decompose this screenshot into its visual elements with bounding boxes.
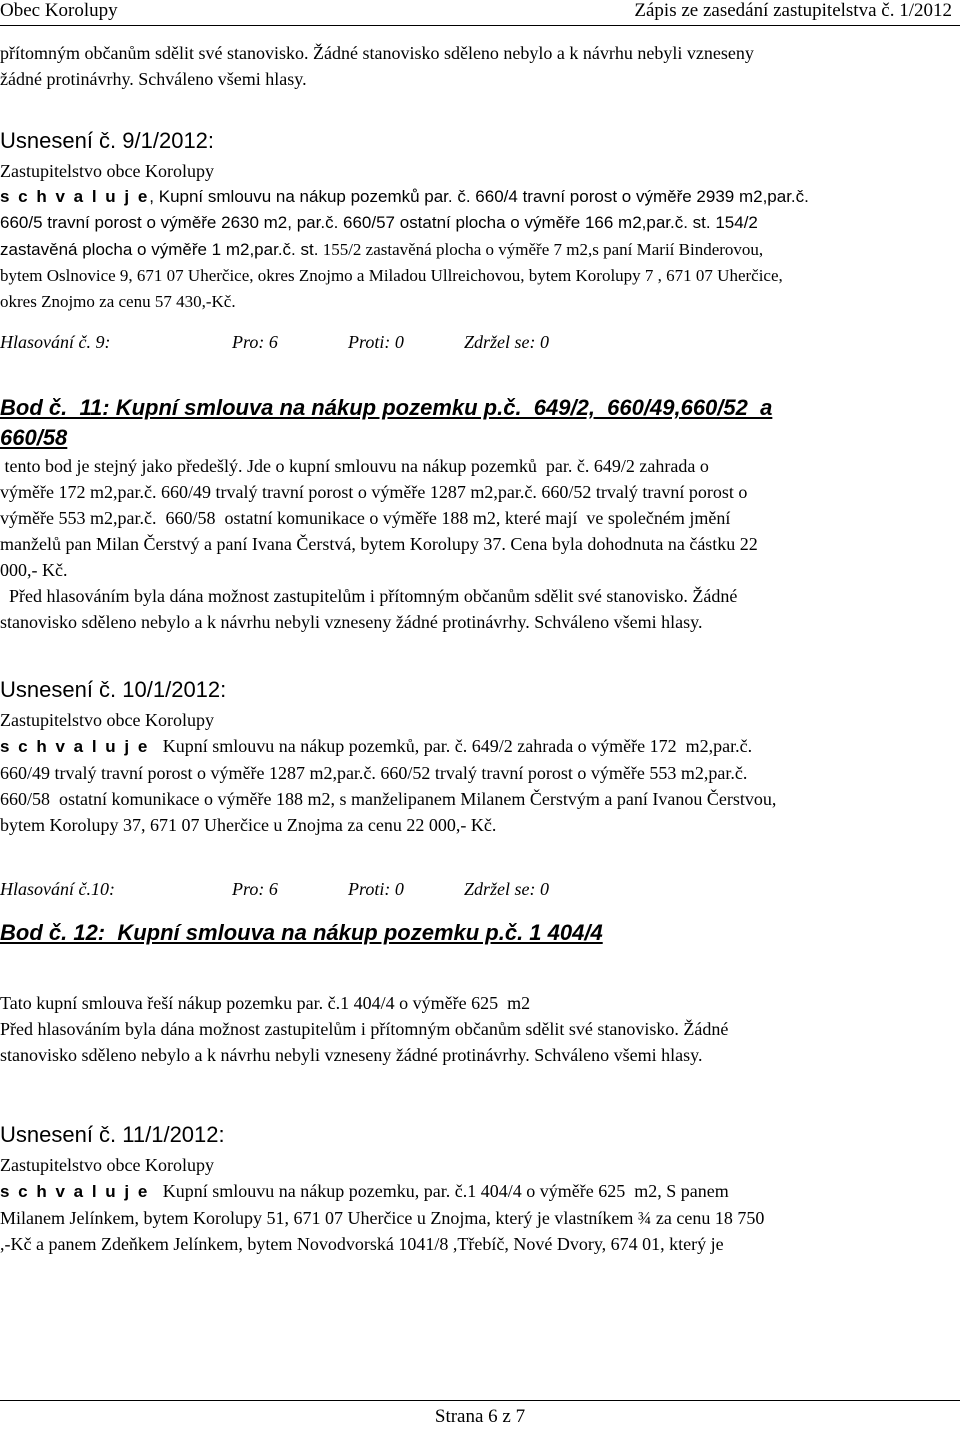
agenda-item-text: výměře 172 m2,par.č. 660/49 trvalý travní porost o výměře 1287 m2,par.č. 660/52 trvalý travní porost o [0, 482, 748, 502]
agenda-item-text: stanovisko sděleno nebylo a k návrhu nebyli vzneseny žádné protinávrhy. Schváleno všemi hlasy. [0, 612, 703, 632]
vote-result: Hlasování č.10: Pro: 6 Proti: 0 Zdržel se: 0 [0, 879, 549, 899]
approve-word: s c h v a l u j e [0, 187, 150, 206]
agenda-item-heading: 660/58 [0, 425, 68, 450]
council-name: Zastupitelstvo obce Korolupy [0, 1155, 214, 1175]
resolution-text: bytem Korolupy 37, 671 07 Uherčice u Znojma za cenu 22 000,- Kč. [0, 815, 497, 835]
intro-line: přítomným občanům sdělit své stanovisko. Žádné stanovisko sděleno nebylo a k návrhu nebyli vzneseny [0, 43, 754, 63]
resolution-text: 660/5 travní porost o výměře 2630 m2, par.č. 660/57 ostatní plocha o výměře 166 m2,par.č. st. 154/2 [0, 213, 758, 232]
resolution-text: ,-Kč a panem Zdeňkem Jelínkem, bytem Novodvorská 1041/8 ,Třebíč, Nové Dvory, 674 01, který je [0, 1234, 724, 1254]
agenda-item-text: Před hlasováním byla dána možnost zastupitelům i přítomným občanům sdělit své stanovisko. Žádné [0, 1019, 729, 1039]
resolution-heading: Usnesení č. 10/1/2012: [0, 677, 227, 702]
vote-result: Hlasování č. 9: Pro: 6 Proti: 0 Zdržel se: 0 [0, 332, 549, 352]
agenda-item-heading: Bod č. 11: Kupní smlouva na nákup pozemku p.č. 649/2, 660/49,660/52 a [0, 395, 773, 420]
agenda-item-text: manželů pan Milan Čerstvý a paní Ivana Čerstvá, bytem Korolupy 37. Cena byla dohodnuta na částku 22 [0, 534, 758, 554]
agenda-item-text: Tato kupní smlouva řeší nákup pozemku par. č.1 404/4 o výměře 625 m2 [0, 993, 531, 1013]
resolution-text: s c h v a l u j e Kupní smlouvu na nákup pozemků, par. č. 649/2 zahrada o výměře 172 m2,par.č. [0, 736, 753, 756]
resolution-heading: Usnesení č. 9/1/2012: [0, 128, 215, 153]
agenda-item-text: výměře 553 m2,par.č. 660/58 ostatní komunikace o výměře 188 m2, které mají ve společném jmění [0, 508, 731, 528]
approve-word: s c h v a l u j e [0, 1182, 150, 1201]
page-header [0, 0, 960, 30]
resolution-text: zastavěná plocha o výměře 1 m2,par.č. st. 155/2 zastavěná plocha o výměře 7 m2,s paní Marií Binderovou, [0, 240, 764, 259]
agenda-item-text: tento bod je stejný jako předešlý. Jde o kupní smlouvu na nákup pozemků par. č. 649/2 zahrada o [0, 456, 709, 476]
footer-rule [0, 1400, 960, 1401]
council-name: Zastupitelstvo obce Korolupy [0, 161, 214, 181]
agenda-item-heading: Bod č. 12: Kupní smlouva na nákup pozemku p.č. 1 404/4 [0, 920, 603, 945]
resolution-heading: Usnesení č. 11/1/2012: [0, 1122, 225, 1147]
header-municipality: Obec Korolupy [0, 0, 118, 21]
council-name: Zastupitelstvo obce Korolupy [0, 710, 214, 730]
agenda-item-text: Před hlasováním byla dána možnost zastupitelům i přítomným občanům sdělit své stanovisko. Žádné [0, 586, 738, 606]
header-document-title: Zápis ze zasedání zastupitelstva č. 1/2012 [634, 0, 952, 21]
agenda-item-text: stanovisko sděleno nebylo a k návrhu nebyli vzneseny žádné protinávrhy. Schváleno všemi hlasy. [0, 1045, 703, 1065]
resolution-text: 660/49 trvalý travní porost o výměře 1287 m2,par.č. 660/52 trvalý travní porost o výměře 553 m2,par.č. [0, 763, 748, 783]
resolution-text: s c h v a l u j e Kupní smlouvu na nákup pozemku, par. č.1 404/4 o výměře 625 m2, S panem [0, 1181, 729, 1201]
header-rule [0, 25, 960, 26]
resolution-text: 660/58 ostatní komunikace o výměře 188 m2, s manželipanem Milanem Čerstvým a paní Ivanou Čerstvou, [0, 789, 777, 809]
page-number: Strana 6 z 7 [434, 1406, 526, 1427]
resolution-text: Milanem Jelínkem, bytem Korolupy 51, 671 07 Uherčice u Znojma, který je vlastníkem ¾ za cenu 18 750 [0, 1208, 765, 1228]
intro-line: žádné protinávrhy. Schváleno všemi hlasy. [0, 69, 307, 89]
resolution-text: okres Znojmo za cenu 57 430,-Kč. [0, 292, 236, 311]
agenda-item-text: 000,- Kč. [0, 560, 68, 580]
document-body [0, 40, 952, 1257]
approve-word: s c h v a l u j e [0, 737, 150, 756]
resolution-text: bytem Oslnovice 9, 671 07 Uherčice, okres Znojmo a Miladou Ullreichovou, bytem Korolupy 7 , 671 07 Uherčice, [0, 266, 783, 285]
resolution-text: s c h v a l u j e, Kupní smlouvu na nákup pozemků par. č. 660/4 travní porost o výměře 2939 m2,par.č. [0, 187, 809, 206]
